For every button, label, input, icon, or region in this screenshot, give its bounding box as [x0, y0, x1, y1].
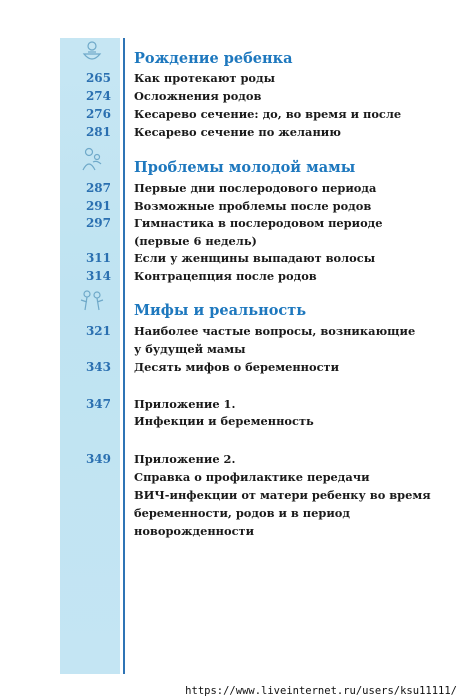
entry-title: Справка о профилактике передачи — [134, 470, 370, 484]
toc-entry-continuation — [0, 487, 463, 504]
entry-title: у будущей мамы — [134, 342, 246, 356]
entry-title: Первые дни послеродового периода — [134, 181, 377, 195]
entry-title: Гимнастика в послеродовом периоде — [134, 216, 383, 230]
entry-title: Кесарево сечение: до, во время и после — [134, 107, 402, 121]
entry-title: Кесарево сечение по желанию — [134, 125, 341, 139]
toc-entry[interactable] — [0, 451, 463, 468]
page-number: 343 — [85, 360, 111, 374]
section-title: Мифы и реальность — [134, 302, 307, 319]
page-number: 297 — [85, 216, 111, 230]
page-number: 291 — [85, 199, 111, 213]
toc-entry[interactable] — [0, 70, 463, 87]
section-title: Рождение ребенка — [134, 50, 293, 67]
page-number: 347 — [85, 397, 111, 411]
page-number: 274 — [85, 89, 111, 103]
toc-entry-continuation — [0, 413, 463, 430]
page-number: 311 — [85, 251, 111, 265]
toc-entry[interactable] — [0, 124, 463, 141]
entry-title: Как протекают роды — [134, 71, 276, 85]
toc-entry[interactable] — [0, 396, 463, 413]
entry-title: Инфекции и беременность — [134, 414, 314, 428]
kids-playing-icon — [79, 288, 105, 314]
entry-title: Осложнения родов — [134, 89, 262, 103]
toc-entry[interactable] — [0, 268, 463, 285]
entry-title: Возможные проблемы после родов — [134, 199, 372, 213]
toc-entry[interactable] — [0, 359, 463, 376]
toc-entry[interactable] — [0, 198, 463, 215]
toc-entry[interactable] — [0, 215, 463, 232]
toc-entry-continuation — [0, 233, 463, 250]
page-number: 349 — [85, 452, 111, 466]
toc-entry[interactable] — [0, 250, 463, 267]
toc-entry[interactable] — [0, 180, 463, 197]
mother-baby-icon — [79, 146, 105, 172]
entry-title: новорожденности — [134, 524, 255, 538]
toc-entry[interactable] — [0, 323, 463, 340]
page-number: 314 — [85, 269, 111, 283]
toc-entry-continuation — [0, 469, 463, 486]
entry-title: Наиболее частые вопросы, возникающие — [134, 324, 416, 338]
entry-title: Десять мифов о беременности — [134, 360, 340, 374]
page-number: 276 — [85, 107, 111, 121]
toc-entry-continuation — [0, 523, 463, 540]
toc-entry[interactable] — [0, 88, 463, 105]
page-number: 265 — [85, 71, 111, 85]
entry-title: Контрацепция после родов — [134, 269, 317, 283]
page-number: 321 — [85, 324, 111, 338]
entry-title: ВИЧ-инфекции от матери ребенку во время — [134, 488, 431, 502]
watermark-url: https://www.liveinternet.ru/users/ksu11111/ — [185, 685, 457, 697]
entry-title: (первые 6 недель) — [134, 234, 257, 248]
page-number: 281 — [85, 125, 111, 139]
toc-entry-continuation — [0, 505, 463, 522]
page-number: 287 — [85, 181, 111, 195]
section-title: Проблемы молодой мамы — [134, 159, 356, 176]
entry-title: Если у женщины выпадают волосы — [134, 251, 376, 265]
toc-entry[interactable] — [0, 106, 463, 123]
toc-entry-continuation — [0, 341, 463, 358]
baby-bath-icon — [79, 40, 105, 66]
entry-title: Приложение 2. — [134, 452, 236, 466]
entry-title: беременности, родов и в период — [134, 506, 350, 520]
entry-title: Приложение 1. — [134, 397, 236, 411]
